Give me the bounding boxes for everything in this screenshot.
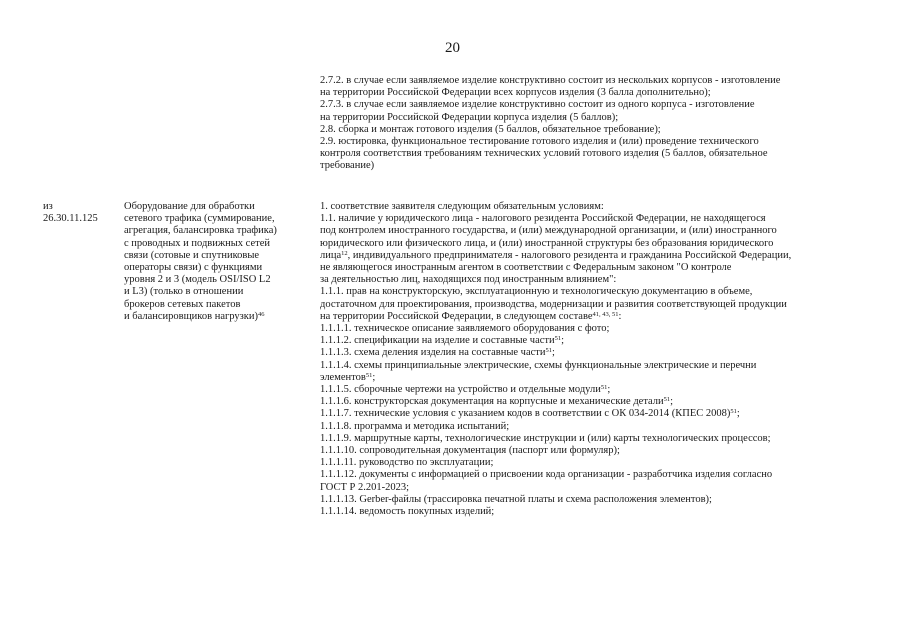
requirement-text: ; [607,384,611,396]
requirement-line: 1.1.1.9. маршрутные карты, технологические инструкции и (или) карты технологических процессов; [320,432,771,444]
footnote-ref: 51 [663,396,671,404]
footnote-ref: 51 [554,335,562,343]
requirement-line: 1. соответствие заявителя следующим обязательным условиям: [320,201,604,212]
requirement-line: 1.1.1. прав на конструкторскую, эксплуатационную и технологическую документацию в объеме, [320,286,753,298]
description-line: Оборудование для обработки [124,201,255,212]
description-line: операторы связи) с функциями [124,262,263,274]
text-line: на территории Российской Федерации всех корпусов изделия (3 балла дополнительно); [320,87,711,99]
requirement-line: юридического или физического лица, и (или) иностранной структуры без образования юридического [320,237,774,249]
description-line: связи (сотовые и спутниковые [124,249,260,261]
description-line: с проводных и подвижных сетей [124,237,270,249]
requirement-line: 1.1.1.1. техническое описание заявляемого оборудования с фото; [320,323,610,335]
requirement-text: элементов [320,371,366,383]
footnote-ref: 51 [365,371,373,379]
requirement-text: ; [561,335,565,347]
page-number: 20 [445,40,460,56]
footnote-ref: 46 [258,310,265,318]
text-line: 2.9. юстировка, функциональное тестирование готового изделия и (или) проведение технического [320,136,759,148]
requirement-text: 1.1.1.5. сборочные чертежи на устройство и отдельные модули [320,384,601,396]
requirement-line [320,250,845,262]
text-line: 2.8. сборка и монтаж готового изделия (5 баллов, обязательное требование); [320,123,661,135]
product-code-cell [43,201,123,225]
okpd2-code: 26.30.11.125 [43,213,98,225]
requirement-text: : [618,310,622,322]
requirement-line: 1.1.1.11. руководство по эксплуатации; [320,457,494,469]
requirement-line: 1.1.1.4. схемы принципиальные электрические, схемы функциональные электрические и перечни [320,359,757,371]
requirement-line [320,408,845,420]
requirement-line [320,347,845,359]
requirement-line [320,372,845,384]
text-line: 2.7.3. в случае если заявляемое изделие конструктивно состоит из одного корпуса - изготовление [320,99,755,111]
requirement-text: ; [670,396,674,408]
description-line: и L3) (только в отношении [124,286,244,298]
description-text: и балансировщиков нагрузки) [124,310,259,322]
description-line: агрегация, балансировка трафика) [124,225,277,237]
requirement-line: 1.1.1.13. Gerber-файлы (трассировка печатной платы и схема расположения элементов); [320,493,712,505]
text-line: на территории Российской Федерации корпуса изделия (5 баллов); [320,111,619,123]
requirement-line: 1.1.1.10. сопроводительная документация (паспорт или формуляр); [320,445,620,457]
requirement-text: , индивидуального предпринимателя - налогового резидента и гражданина Российской Федерации, [347,249,792,261]
requirement-line: под контролем иностранного государства, и (или) международной организации, и (или) иностранного [320,225,777,237]
footnote-ref: 12 [341,249,348,257]
text-line: 2.7.2. в случае если заявляемое изделие конструктивно состоит из нескольких корпусов - изготовление [320,75,781,86]
footnote-ref: 41, 43, 51 [592,310,619,318]
text-line: контроля соответствия требованиям технических условий готового изделия (5 баллов, обязательное [320,148,768,160]
requirement-line [320,311,845,323]
requirement-text: 1.1.1.7. технические условия с указанием кодов в соответствии с ОК 034-2014 (КПЕС 2008) [320,408,731,420]
requirement-text: 1.1.1.6. конструкторская документация на корпусные и механические детали [320,396,664,408]
description-line: сетевого трафика (суммирование, [124,213,275,225]
requirement-line: 1.1.1.14. ведомость покупных изделий; [320,506,495,518]
requirement-text: лица [320,249,342,261]
requirement-line: не являющегося иностранным агентом в соответствии с Федеральным законом "О контроле [320,262,732,274]
text-line: требование) [320,160,375,172]
requirement-line [320,396,845,408]
footnote-ref: 51 [600,384,608,392]
description-line: брокеров сетевых пакетов [124,298,241,310]
requirement-line: за деятельностью лиц, находящихся под иностранным влиянием": [320,274,617,286]
requirement-line [320,384,845,396]
requirement-line: 1.1.1.8. программа и методика испытаний; [320,420,510,432]
description-line: уровня 2 и 3 (модель OSI/ISO L2 [124,274,271,286]
requirement-text: на территории Российской Федерации, в следующем составе [320,310,593,322]
requirement-text: ; [372,371,376,383]
requirement-line: 1.1.1.12. документы с информацией о присвоении кода организации - разработчика изделия согласно [320,469,773,481]
requirement-text: ; [736,408,740,420]
footnote-ref: 51 [545,347,552,355]
requirement-text: 1.1.1.3. схема деления изделия на составные части [320,347,546,359]
requirement-text: 1.1.1.2. спецификации на изделие и составные части [320,335,555,347]
requirement-text: ; [551,347,555,359]
requirements-cell [320,201,845,518]
continuation-criteria [320,75,845,173]
requirement-line: достаточном для проектирования, производства, модернизации и развития соответствующей продукции [320,298,787,310]
requirement-line: ГОСТ Р 2.201-2023; [320,481,410,493]
requirement-line [320,335,845,347]
product-description-cell [124,201,312,323]
requirement-line: 1.1. наличие у юридического лица - налогового резидента Российской Федерации, не находящегося [320,213,766,225]
code-prefix: из [43,201,53,212]
footnote-ref: 51 [730,408,737,416]
description-line [124,311,312,323]
